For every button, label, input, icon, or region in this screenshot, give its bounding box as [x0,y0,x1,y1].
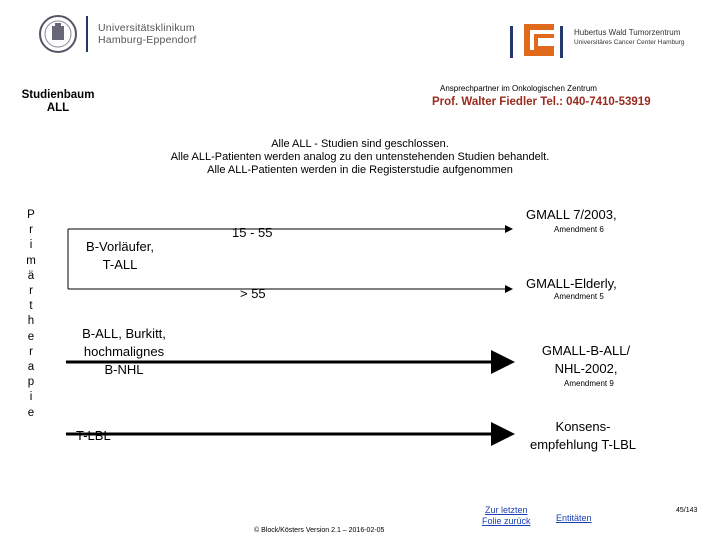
sidebar-letter: p [27,376,35,389]
sidebar-letter: t [29,300,33,313]
branch-b-all-line1: B-ALL, Burkitt, [82,326,166,341]
study-gmall-elderly: GMALL-Elderly, [526,276,617,291]
hubertus-wald-name-line2: Universitäres Cancer Center Hamburg [574,39,685,46]
sidebar-letter: r [29,345,33,358]
intro-line3: Alle ALL-Patienten werden in die Registerstudie aufgenommen [207,164,513,176]
sidebar-letter: i [29,239,33,252]
branch-b-vorlaeufer [78,238,162,274]
uke-name-line1: Universitätsklinikum [98,22,195,34]
intro-line1: Alle ALL - Studien sind geschlossen. [271,138,449,150]
sidebar-letter: ä [27,269,35,282]
sidebar-letter: r [29,224,33,237]
contact-name: Prof. Walter Fiedler Tel.: 040-7410-53919 [432,96,651,108]
hubertus-wald-name-line1: Hubertus Wald Tumorzentrum [574,28,681,37]
sidebar-letter: e [27,330,35,343]
contact-label: Ansprechpartner im Onkologischen Zentrum [440,84,597,93]
sidebar-letter: a [27,361,35,374]
study-gmall-b-all-amendment: Amendment 9 [564,379,614,388]
study-konsens-line2: empfehlung T-LBL [530,437,636,452]
study-gmall-7-2003-amendment: Amendment 6 [554,225,604,234]
entities-link[interactable]: Entitäten [556,513,592,523]
page-number: 45/143 [676,507,698,514]
page-title-line2: ALL [46,102,70,114]
sidebar-letter: e [27,406,35,419]
intro-line2: Alle ALL-Patienten werden analog zu den untenstehenden Studien behandelt. [170,151,550,163]
study-gmall-b-all-line1: GMALL-B-ALL/ [541,343,631,358]
back-link-line2[interactable]: Folie zurück [482,516,531,526]
branch-b-vorlaeufer-line1: B-Vorläufer, [86,239,154,254]
study-gmall-7-2003: GMALL 7/2003, [526,207,617,222]
branch-b-all-line2: hochmalignes [83,344,165,359]
sidebar-letter: m [26,254,36,267]
study-konsens-t-lbl [524,418,642,454]
study-konsens-line1: Konsens- [555,419,611,434]
sidebar-letter: r [29,285,33,298]
study-gmall-elderly-amendment: Amendment 5 [554,292,604,301]
study-gmall-b-all [530,342,642,378]
branch-b-all-line3: B-NHL [104,362,144,377]
page-title-line1: Studienbaum [21,89,95,101]
age-over-55-label: > 55 [240,286,266,301]
age-15-55-label: 15 - 55 [232,225,273,240]
back-link-line1[interactable]: Zur letzten [484,505,528,515]
sidebar-letter: h [27,315,35,328]
branch-b-vorlaeufer-line2: T-ALL [102,257,138,272]
branch-b-all [76,325,172,379]
uke-name-line2: Hamburg-Eppendorf [98,34,197,46]
sidebar-letter: P [27,209,35,221]
study-gmall-b-all-line2: NHL-2002, [554,361,618,376]
copyright: © Block/Kösters Version 2.1 – 2016-02-05 [254,527,385,534]
sidebar-letter: i [29,391,33,404]
branch-t-lbl: T-LBL [76,428,111,443]
back-link[interactable] [482,505,531,527]
